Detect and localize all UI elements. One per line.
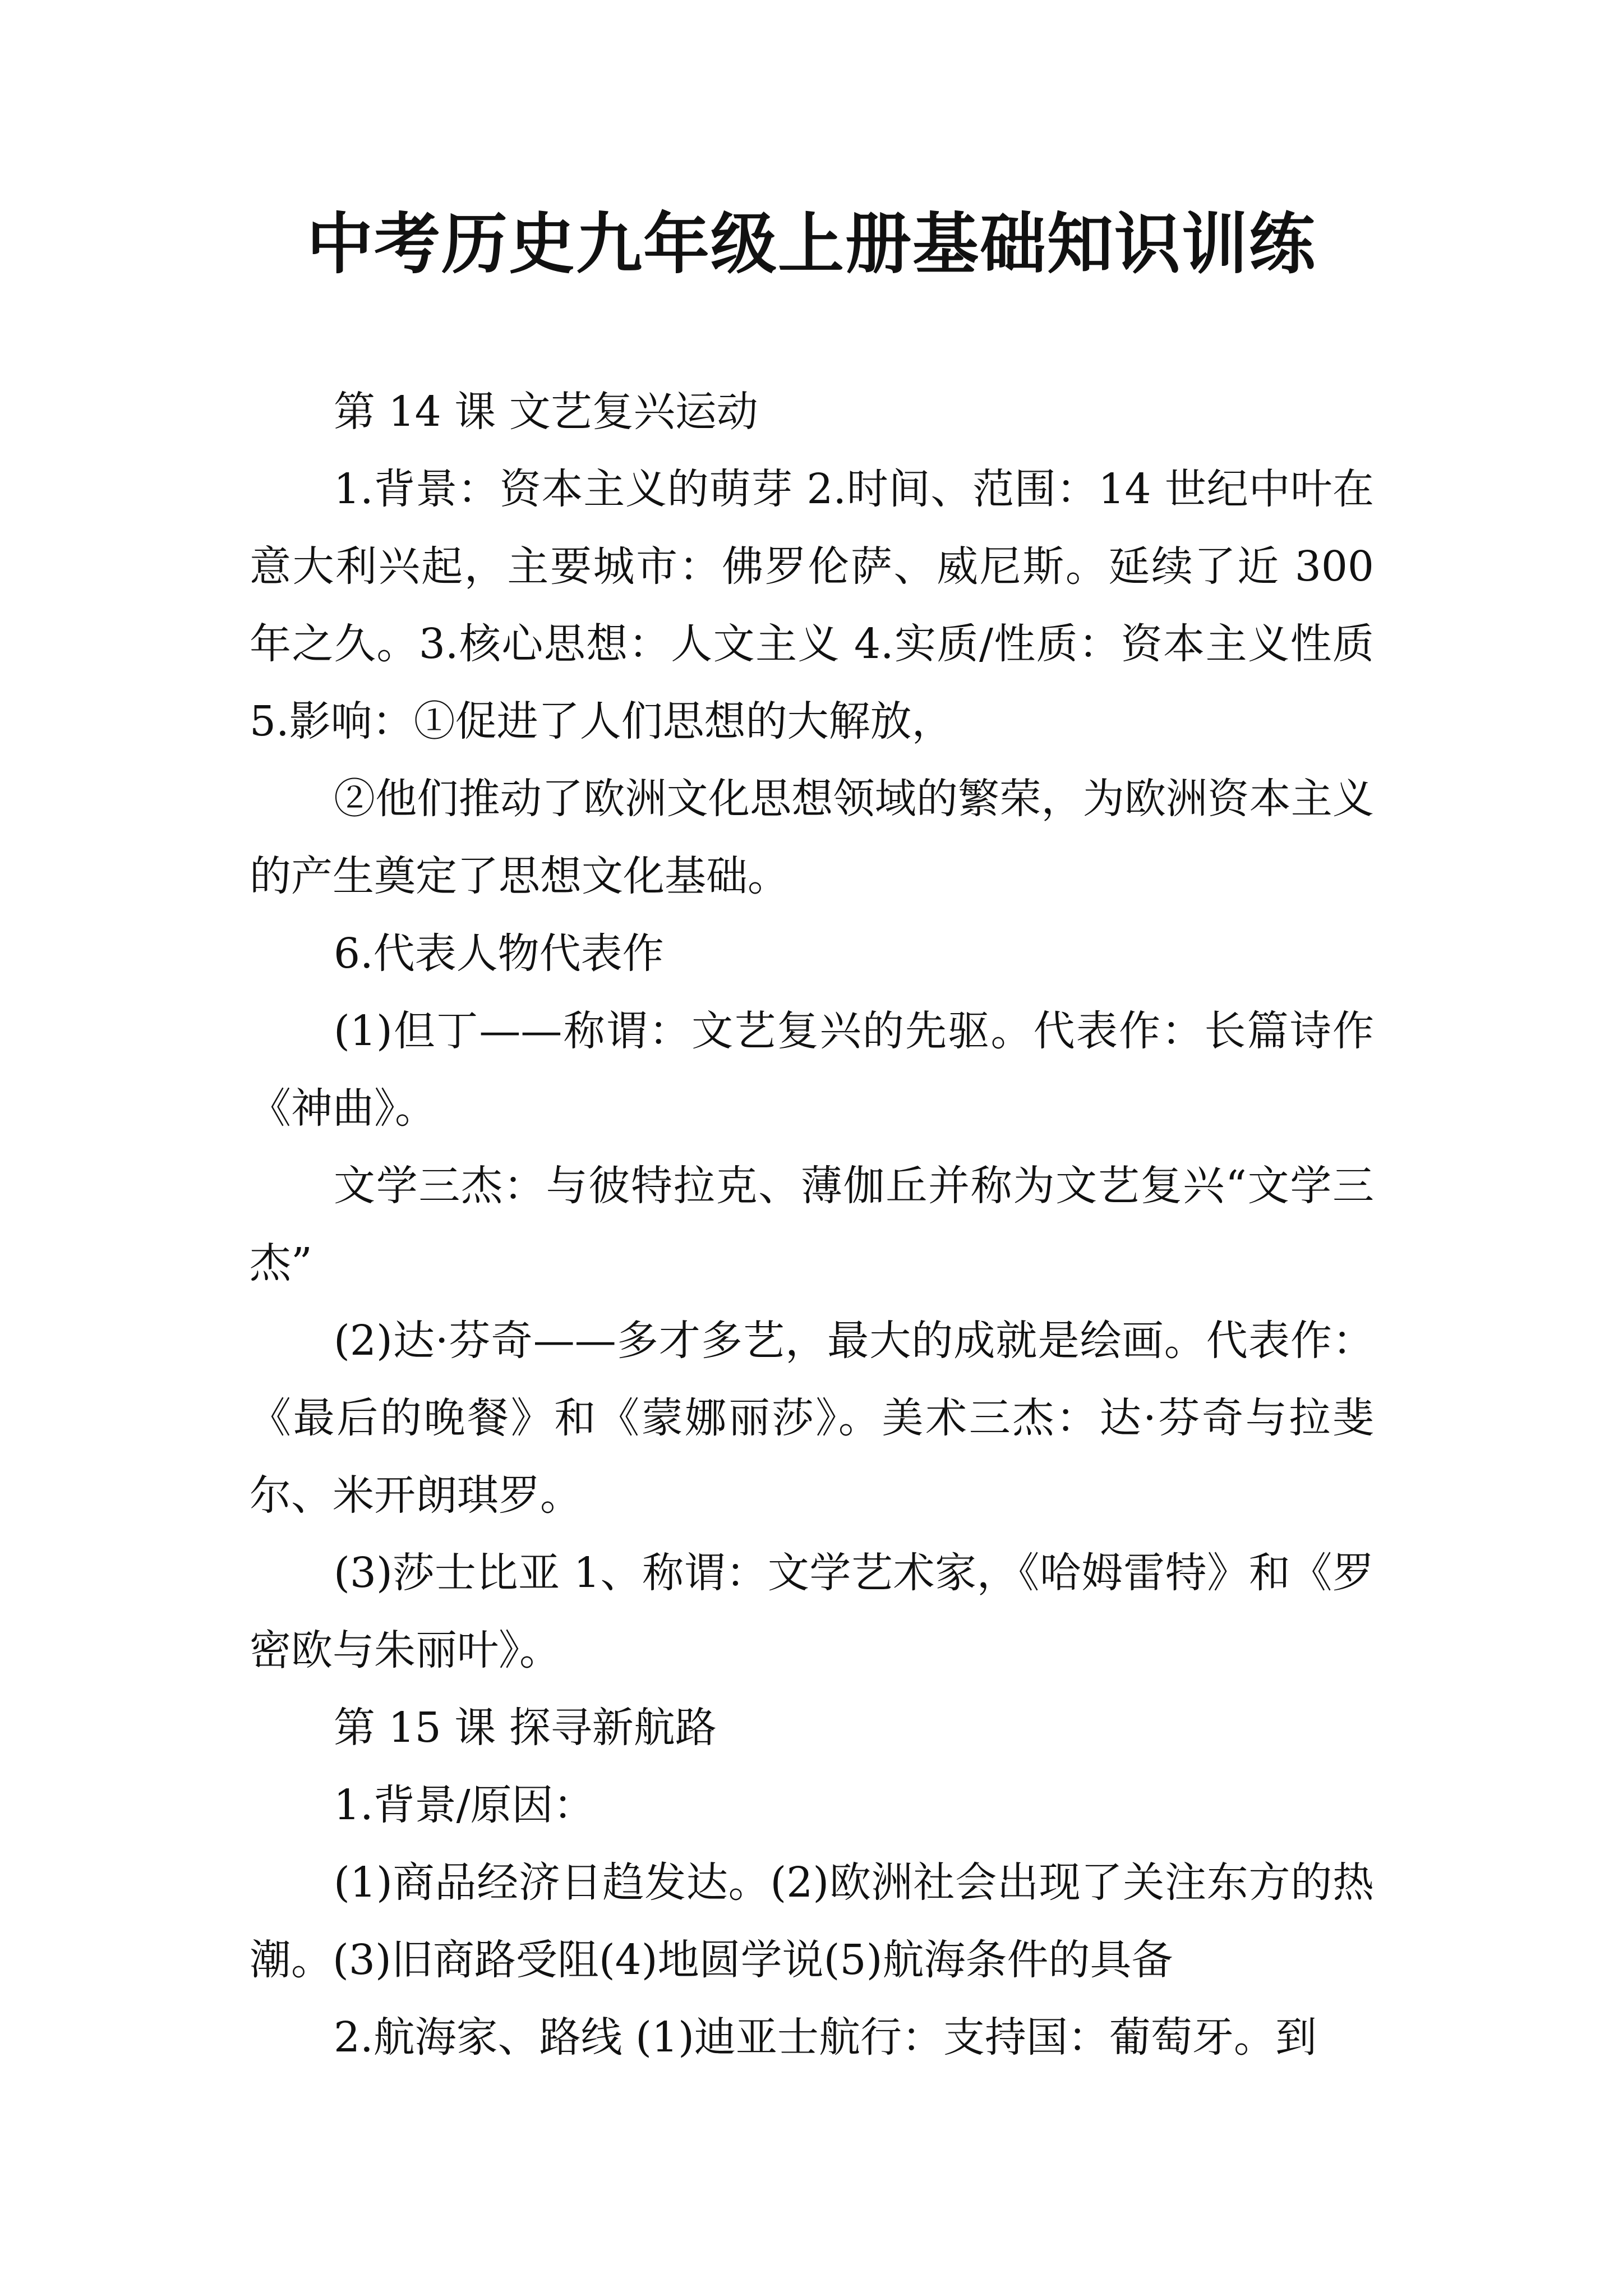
paragraph-shakespeare: (3)莎士比亚 1、称谓：文学艺术家，《哈姆雷特》和《罗密欧与朱丽叶》。 bbox=[250, 1549, 1374, 1674]
paragraph-renaissance-overview: 1.背景：资本主义的萌芽 2.时间、范围：14 世纪中叶在意大利兴起，主要城市：佛罗伦萨、威尼斯。延续了近 300 年之久。3.核心思想：人文主义 4.实质/性质：资本主义性质 5.影响：①促进了人们思想的大解放， bbox=[250, 465, 1374, 746]
paragraph-dante: (1)但丁——称谓：文艺复兴的先驱。代表作：长篇诗作《神曲》。 bbox=[250, 1007, 1374, 1133]
paragraph-literature-three: 文学三杰：与彼特拉克、薄伽丘并称为文艺复兴“文学三杰” bbox=[250, 1162, 1374, 1287]
lesson-14-heading: 第 14 课 文艺复兴运动 bbox=[334, 388, 758, 436]
paragraph-da-vinci: (2)达·芬奇——多才多艺，最大的成就是绘画。代表作：《最后的晚餐》和《蒙娜丽莎》。美术三杰：达·芬奇与拉斐尔、米开朗琪罗。 bbox=[250, 1317, 1374, 1520]
paragraph-representatives-heading: 6.代表人物代表作 bbox=[334, 930, 664, 978]
paragraph-renaissance-impact: ②他们推动了欧洲文化思想领域的繁荣，为欧洲资本主义的产生奠定了思想文化基础。 bbox=[250, 775, 1374, 900]
paragraph-background-causes: (1)商品经济日趋发达。(2)欧洲社会出现了关注东方的热潮。(3)旧商路受阻(4)地圆学说(5)航海条件的具备 bbox=[250, 1858, 1374, 1984]
document-title: 中考历史九年级上册基础知识训练 bbox=[306, 205, 1316, 283]
lesson-15-heading: 第 15 课 探寻新航路 bbox=[334, 1704, 717, 1752]
paragraph-navigators-routes: 2.航海家、路线 (1)迪亚士航行：支持国：葡萄牙。到 bbox=[334, 2013, 1317, 2062]
document-body bbox=[250, 373, 1374, 2076]
paragraph-background-heading: 1.背景/原因： bbox=[334, 1781, 595, 1829]
